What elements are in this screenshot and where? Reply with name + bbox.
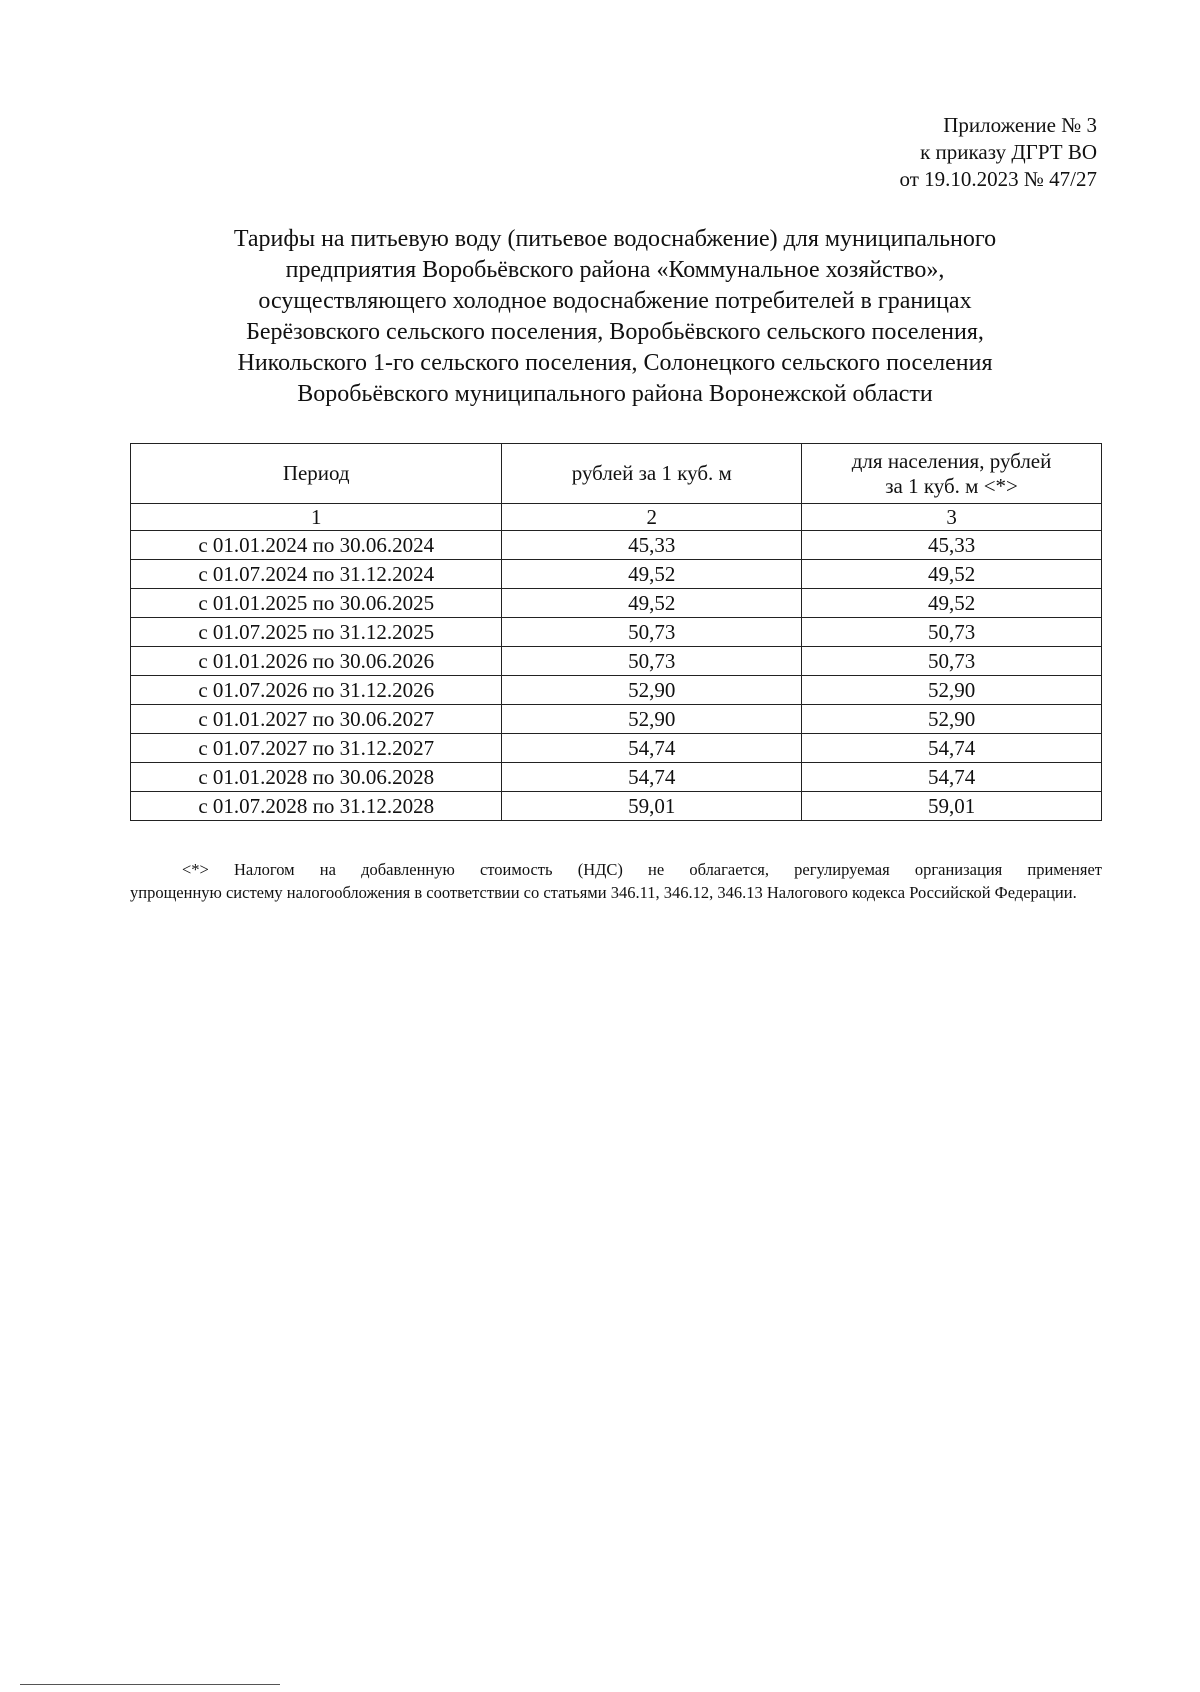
footnote-continuation: упрощенную систему налогообложения в соответствии со статьями 346.11, 346.12, 346.13 Налогового кодекса Российской Федерации. [130,883,1077,902]
period-cell: с 01.01.2028 по 30.06.2028 [131,763,502,792]
header-rub-per-m3: рублей за 1 куб. м [502,444,802,504]
population-rate-cell: 49,52 [802,589,1102,618]
column-number: 3 [802,504,1102,531]
header-population-line2: за 1 куб. м <*> [885,473,1018,498]
column-number-row [131,504,1102,531]
rate-cell: 52,90 [502,676,802,705]
table-row [131,589,1102,618]
table-row [131,763,1102,792]
period-cell: с 01.01.2027 по 30.06.2027 [131,705,502,734]
population-rate-cell: 52,90 [802,705,1102,734]
table-row [131,531,1102,560]
table-row [131,647,1102,676]
rate-cell: 50,73 [502,647,802,676]
table-row [131,560,1102,589]
table-row [131,792,1102,821]
population-rate-cell: 52,90 [802,676,1102,705]
table-row [131,705,1102,734]
table-row [131,618,1102,647]
page-bottom-rule [20,1684,280,1685]
population-rate-cell: 45,33 [802,531,1102,560]
population-rate-cell: 50,73 [802,618,1102,647]
table-header-row [131,444,1102,504]
rate-cell: 54,74 [502,734,802,763]
rate-cell: 49,52 [502,560,802,589]
population-rate-cell: 50,73 [802,647,1102,676]
rate-cell: 59,01 [502,792,802,821]
appendix-number: Приложение № 3 [943,113,1097,137]
title-line: осуществляющего холодное водоснабжение потребителей в границах [258,288,972,314]
header-period: Период [131,444,502,504]
period-cell: с 01.01.2026 по 30.06.2026 [131,647,502,676]
rate-cell: 50,73 [502,618,802,647]
document-title [130,224,1100,410]
period-cell: с 01.07.2026 по 31.12.2026 [131,676,502,705]
title-line: Никольского 1-го сельского поселения, Солонецкого сельского поселения [237,350,993,376]
rate-cell: 52,90 [502,705,802,734]
population-rate-cell: 54,74 [802,763,1102,792]
rate-cell: 49,52 [502,589,802,618]
title-line: Берёзовского сельского поселения, Воробьёвского сельского поселения, [246,319,984,345]
appendix-order-date: от 19.10.2023 № 47/27 [899,167,1097,191]
population-rate-cell: 59,01 [802,792,1102,821]
period-cell: с 01.01.2024 по 30.06.2024 [131,531,502,560]
rate-cell: 45,33 [502,531,802,560]
table-row [131,676,1102,705]
period-cell: с 01.07.2028 по 31.12.2028 [131,792,502,821]
vat-footnote [130,858,1102,904]
population-rate-cell: 54,74 [802,734,1102,763]
title-line: предприятия Воробьёвского района «Коммунальное хозяйство», [285,257,945,283]
period-cell: с 01.07.2024 по 31.12.2024 [131,560,502,589]
title-line: Тарифы на питьевую воду (питьевое водоснабжение) для муниципального [233,226,997,252]
title-line: Воробьёвского муниципального района Воронежской области [297,381,933,407]
column-number: 1 [131,504,502,531]
population-rate-cell: 49,52 [802,560,1102,589]
table-row [131,734,1102,763]
appendix-reference [899,112,1097,193]
period-cell: с 01.07.2025 по 31.12.2025 [131,618,502,647]
header-population-rate [802,444,1102,504]
period-cell: с 01.07.2027 по 31.12.2027 [131,734,502,763]
header-population-line1: для населения, рублей [851,448,1052,473]
rate-cell: 54,74 [502,763,802,792]
period-cell: с 01.01.2025 по 30.06.2025 [131,589,502,618]
appendix-order-ref: к приказу ДГРТ ВО [920,140,1097,164]
column-number: 2 [502,504,802,531]
tariff-table [130,443,1102,821]
footnote-first-line: <*> Налогом на добавленную стоимость (НДС) не облагается, регулируемая организация применяет [182,860,1102,879]
